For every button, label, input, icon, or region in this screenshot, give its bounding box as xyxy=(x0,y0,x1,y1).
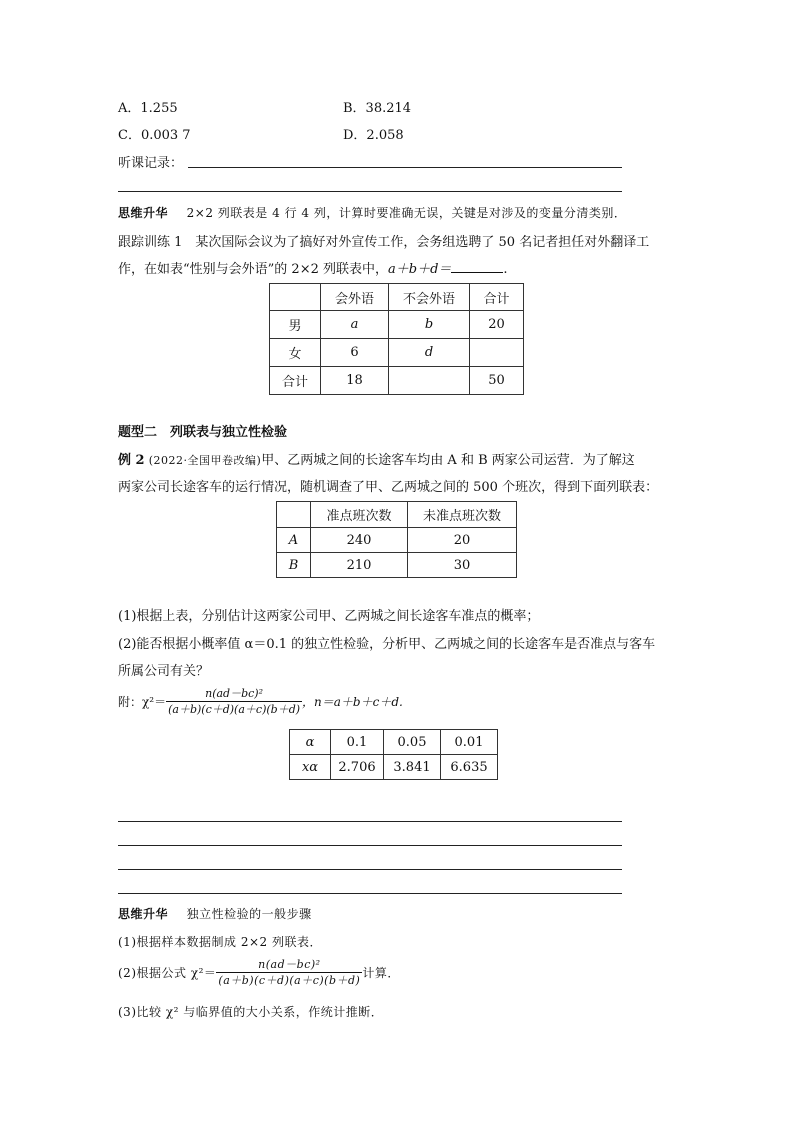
step-2-numerator: n(ad－bc)² xyxy=(216,957,362,973)
summary-1-text: 2×2 列联表是 4 行 4 列，计算时要准确无误，关键是对涉及的变量分清类别． xyxy=(186,206,627,220)
summary-2-step-3: (3)比较 χ² 与临界值的大小关系，作统计推断． xyxy=(118,1005,384,1019)
step-2-fraction xyxy=(216,957,362,988)
critical-value-table xyxy=(289,729,498,780)
table2-header-empty xyxy=(277,502,311,528)
table2-cell: 30 xyxy=(408,553,517,578)
appendix-denominator: (a＋b)(c＋d)(a＋c)(b＋d) xyxy=(168,703,301,716)
appendix-label: 附：χ²＝ xyxy=(118,695,167,709)
punctuality-table xyxy=(276,501,517,578)
choice-b: B．38.214 xyxy=(343,101,412,116)
practice-1-line-1: 跟踪训练 1 某次国际会议为了搞好对外宣传工作，会务组选聘了 50 名记者担任对外翻译工 xyxy=(118,235,650,250)
appendix-numerator: n(ad－bc)² xyxy=(166,686,302,702)
table3-cell: 6.635 xyxy=(441,755,498,780)
choice-a: A．1.255 xyxy=(118,101,178,116)
example-2-source: (2022·全国甲卷改编) xyxy=(148,454,262,467)
table3-cell: 3.841 xyxy=(384,755,441,780)
table1-cell xyxy=(389,367,470,395)
answer-blank[interactable] xyxy=(451,260,503,273)
choice-c: C．0.003 7 xyxy=(118,128,191,143)
table1-header-speaks: 会外语 xyxy=(321,284,389,311)
summary-1-label: 思维升华 xyxy=(118,206,169,220)
topic-2-heading: 题型二 列联表与独立性检验 xyxy=(118,425,288,440)
example-2-line-2: 两家公司长途客车的运行情况，随机调查了甲、乙两城之间的 500 个班次，得到下面列联表： xyxy=(118,480,659,495)
step-2-suffix: 计算． xyxy=(362,966,400,980)
answer-line-2[interactable] xyxy=(118,845,622,846)
table1-cell: 女 xyxy=(270,339,321,367)
table1-cell: 6 xyxy=(321,339,389,367)
table1-cell: 20 xyxy=(470,311,524,339)
notes-line-2[interactable] xyxy=(118,191,622,192)
table1-cell: 18 xyxy=(321,367,389,395)
example-2-line-1 xyxy=(118,449,635,468)
summary-2-step-1: (1)根据样本数据制成 2×2 列联表． xyxy=(118,935,322,949)
table1-cell: a xyxy=(321,311,389,339)
table3-cell: 2.706 xyxy=(331,755,384,780)
summary-2-label: 思维升华 xyxy=(118,907,169,921)
answer-line-3[interactable] xyxy=(118,869,622,870)
practice-1-line-2 xyxy=(118,258,508,277)
answer-line-1[interactable] xyxy=(118,821,622,822)
appendix-formula xyxy=(118,686,403,717)
answer-line-4[interactable] xyxy=(118,893,622,894)
table3-cell: 0.01 xyxy=(441,730,498,755)
table1-cell: 合计 xyxy=(270,367,321,395)
practice-1-expr: a＋b＋d＝ xyxy=(388,262,452,277)
table1-cell: 50 xyxy=(470,367,524,395)
example-2-label: 例 2 xyxy=(118,453,145,468)
table3-cell: α xyxy=(290,730,331,755)
step-2-denominator: (a＋b)(c＋d)(a＋c)(b＋d) xyxy=(218,974,361,987)
question-1: (1)根据上表，分别估计这两家公司甲、乙两城之间长途客车准点的概率； xyxy=(118,609,540,624)
table2-cell: 20 xyxy=(408,528,517,553)
question-2-line-2: 所属公司有关？ xyxy=(118,664,210,679)
summary-1 xyxy=(118,204,626,221)
appendix-tail: ，n＝a＋b＋c＋d. xyxy=(302,695,403,709)
table1-header-empty xyxy=(270,284,321,311)
table1-cell: d xyxy=(389,339,470,367)
example-2-text: 甲、乙两城之间的长途客车均由 A 和 B 两家公司运营．为了解这 xyxy=(261,453,635,468)
table2-cell: 210 xyxy=(311,553,408,578)
summary-2-step-2 xyxy=(118,957,400,988)
table2-cell: 240 xyxy=(311,528,408,553)
choice-d: D．2.058 xyxy=(343,128,404,143)
table3-cell: 0.1 xyxy=(331,730,384,755)
summary-2-text: 独立性检验的一般步骤 xyxy=(186,907,312,921)
notes-line-1[interactable] xyxy=(188,167,622,168)
practice-1-prefix: 作，在如表“性别与会外语”的 2×2 列联表中， xyxy=(118,262,388,277)
notes-label: 听课记录： xyxy=(118,156,184,171)
appendix-fraction xyxy=(166,686,302,717)
practice-1-suffix: . xyxy=(503,262,508,277)
table3-cell: 0.05 xyxy=(384,730,441,755)
table1-cell: b xyxy=(389,311,470,339)
table2-cell: B xyxy=(277,553,311,578)
table1-header-not-speaks: 不会外语 xyxy=(389,284,470,311)
table2-header-late: 未准点班次数 xyxy=(408,502,517,528)
table2-cell: A xyxy=(277,528,311,553)
step-2-prefix: (2)根据公式 χ²＝ xyxy=(118,966,217,980)
table3-cell: xα xyxy=(290,755,331,780)
table1-cell xyxy=(470,339,524,367)
summary-2 xyxy=(118,905,312,922)
gender-language-table xyxy=(269,283,524,395)
table2-header-on-time: 准点班次数 xyxy=(311,502,408,528)
question-2-line-1: (2)能否根据小概率值 α＝0.1 的独立性检验，分析甲、乙两城之间的长途客车是否准点与客车 xyxy=(118,637,656,652)
table1-cell: 男 xyxy=(270,311,321,339)
table1-header-total: 合计 xyxy=(470,284,524,311)
